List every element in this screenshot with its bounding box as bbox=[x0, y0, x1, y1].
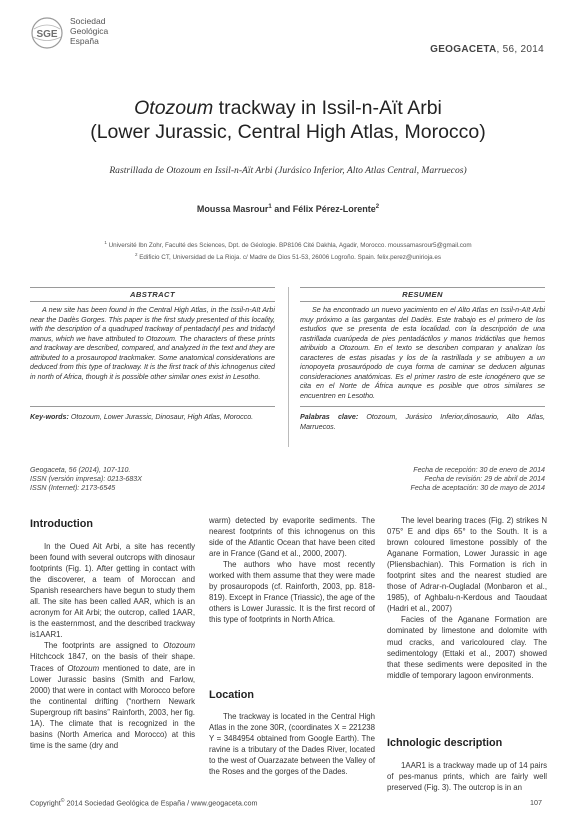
ichnologic-paragraph-1: 1AAR1 is a trackway made up of 14 pairs of pes-manus prints, which are fairly well preserved (Fig. 3). The outcrop is in an bbox=[387, 761, 547, 793]
affiliation-1: $^1$ Université Ibn Zohr, Faculté des Sciences, Dpt. de Géologie. BP8106 Cité Dakhla, Agadir, Morocco. moussamasrour5@gmail.com bbox=[104, 240, 472, 250]
author-1: Moussa Masrour bbox=[196, 204, 269, 214]
abstract-top-rule bbox=[30, 287, 275, 288]
publication-info bbox=[30, 466, 280, 494]
spanish-title: Rastrillada de Otozoum en Issil-n-Aït Arbi (Jurásico Inferior, Alto Atlas Central, Marruecos) bbox=[109, 165, 467, 176]
abstract-bottom-rule bbox=[30, 406, 275, 407]
keywords bbox=[30, 413, 275, 423]
journal-volume: , 56, 2014 bbox=[496, 44, 544, 55]
intro-paragraph-2: The footprints are assigned to Otozoum Hitchcock 1847, on the basis of their shape. Traces of Otozoum mentioned to date, are in Lower Jurassic basins (Smith and Farlow, 2000) that were in contact with Morocco before the continental drifting (“northern Newark Supergroup rift basins” Rainforth, 2003, her fig. 1A). The climate that is recognized in the basins (North America and Morocco) at this time is the same (dry and bbox=[30, 641, 195, 750]
logo-line-2: Geológica bbox=[70, 26, 109, 36]
issn-print: ISSN (versión impresa): 0213-683X bbox=[30, 475, 142, 484]
column-divider bbox=[288, 287, 289, 447]
abstract-text: A new site has been found in the Central High Atlas, in the Issil-n-Aït Arbi near the Dadès Gorges. This paper is the first study presented of this locality, with the description of a quadruped trackway of pentadactyl pes and tridactyl manus, which we have attributed to Otozoum. The characters of these prints and trackway are described, compared, and analyzed in the text and they are attributed to a prosauropod trackmaker. Some anatomical considerations are deduced from this type of trackway. It is the first track of this ichnogenus cited in north of Africa, though it is possible other similar ones exist in Lesotho. bbox=[30, 306, 275, 381]
publication-dates bbox=[300, 466, 545, 494]
abstract-heading-rule bbox=[30, 301, 275, 302]
authors bbox=[0, 204, 576, 214]
received-date: Fecha de recepción: 30 de enero de 2014 bbox=[413, 466, 545, 474]
title-line-1-rest: trackway in Issil-n-Aït Arbi bbox=[213, 97, 442, 119]
body-column-3 bbox=[387, 515, 547, 681]
accepted-date: Fecha de aceptación: 30 de mayo de 2014 bbox=[410, 484, 545, 493]
keywords-label: Key-words: bbox=[30, 413, 69, 421]
abstract-heading: ABSTRACT bbox=[130, 290, 175, 299]
palabras-clave bbox=[300, 413, 545, 432]
journal-reference bbox=[430, 44, 544, 55]
resumen-heading-rule bbox=[300, 301, 545, 302]
journal-name: GEOGACETA bbox=[430, 44, 497, 55]
location-text bbox=[209, 711, 375, 777]
svg-text:SGE: SGE bbox=[36, 29, 58, 40]
ichnologic-heading: Ichnologic description bbox=[387, 737, 503, 749]
page-number: 107 bbox=[530, 798, 542, 807]
title-line-1 bbox=[0, 96, 576, 120]
palabras-clave-label: Palabras clave: bbox=[300, 413, 359, 421]
affiliation-2: $^2$ Edificio CT, Universidad de La Rioja. c/ Madre de Dios 51-53, 26006 Logroño. Spain. felix.perez@unirioja.es bbox=[134, 252, 442, 262]
body-column-1 bbox=[30, 541, 195, 751]
author-1-sup: 1 bbox=[268, 204, 272, 210]
intro-paragraph-1: In the Oued Ait Arbi, a site has recently been found with several outcrops with dinosaur footprints (Fig. 1). After getting in contact with the discoverer, a team of Moroccan and Spanish researchers have begun to study them all. The site has been called AAR, which is an acronym for Ait Arbi; the outcrop, called 1AAR, is the easternmost, and the described trackway is1AAR1. bbox=[30, 542, 195, 640]
citation: Geogaceta, 56 (2014), 107-110. bbox=[30, 466, 131, 474]
body-column-2 bbox=[209, 515, 375, 625]
logo-line-3: España bbox=[70, 36, 99, 46]
issn-online: ISSN (Internet): 2173-6545 bbox=[30, 484, 116, 493]
author-joiner: and bbox=[271, 204, 293, 214]
sge-logo bbox=[28, 14, 138, 54]
keywords-value: Otozoum, Lower Jurassic, Dinosaur, High Atlas, Morocco. bbox=[68, 413, 254, 421]
logo-wordmark bbox=[70, 16, 108, 46]
author-2: Félix Pérez-Lorente bbox=[292, 204, 376, 214]
resumen-heading: RESUMEN bbox=[402, 290, 443, 299]
introduction-heading: Introduction bbox=[30, 518, 93, 530]
ichnologic-text bbox=[387, 760, 547, 793]
sge-globe-icon bbox=[28, 16, 66, 50]
palabras-clave-value: Otozoum, Jurásico Inferior,dinosaurio, Alto Atlas, Marruecos. bbox=[300, 413, 545, 431]
geology-paragraph-2: Facies of the Aganane Formation are dominated by limestone and dolomite with mud cracks, and varicoloured clay. The sedimentology (Ettaki et al., 2007) showed that these sediments were deposited in the middle of temporary lagoon environments. bbox=[387, 615, 547, 680]
location-heading: Location bbox=[209, 689, 254, 701]
title-genus: Otozoum bbox=[134, 97, 214, 119]
resumen-top-rule bbox=[300, 287, 545, 288]
title-line-2: (Lower Jurassic, Central High Atlas, Morocco) bbox=[90, 121, 486, 143]
resumen-bottom-rule bbox=[300, 406, 545, 407]
intro-paragraph-3: warm) detected by evaporite sediments. The nearest footprints of this ichnogenus on this side of the Atlantic Ocean that have been cited are in France (Gand et al., 2000, 2007). bbox=[209, 516, 375, 559]
paper-title bbox=[0, 96, 576, 144]
author-2-sup: 2 bbox=[375, 204, 380, 210]
resumen-text: Se ha encontrado un nuevo yacimiento en el Alto Atlas en Issil-n-Aït Arbi muy próximo a las gargantas del Dadès. Este trabajo es el primero de los estudios que se presenta de esta localidad. con la descripción de una rastrillada cuarúpeda de pies pentadáctilos y manos tridáctilas que hemos atribuido a Otozoum. En el texto se describen comparan y analizan los caracteres de estas pisadas y los de la rastrillada y se atribuyen a un icnopoyeta prosaurópodo de cuya forma de caminar se deducen algunas consideraciones anatómicas. Es el primer rastro de este icnogénero que se cita en el Norte de África aunque es posible que otros similares se encuentren en Lesotho. bbox=[300, 306, 545, 400]
logo-line-1: Sociedad bbox=[70, 16, 106, 26]
geology-paragraph-1: The level bearing traces (Fig. 2) strikes N 075° E and dips 65° to the South. It is a brown coloured limestone possibly of the Aganane Formation, Lower Jurassic in age (Pliensbachian). This Formation is rich in footprint sites and the nearest studied are those of Adrar-n-Ougladal (Monbaron et al., 1985), of Aghbalu-n-Kerdous and Taoudaat (Hadri et al., 2007) bbox=[387, 516, 547, 614]
footer-copyright: Copyright© 2014 Sociedad Geológica de España / www.geogaceta.com bbox=[30, 798, 258, 808]
revised-date: Fecha de revisión: 29 de abril de 2014 bbox=[424, 475, 545, 484]
intro-paragraph-4: The authors who have most recently worked with them assume that they were made by prosauropods (cf. Rainforth, 2003, pp. 818-819). Except in France (Triassic), the age of the others is Lower Jurassic. It is the first record of this type of footprints in North Africa. bbox=[209, 560, 375, 625]
location-paragraph: The trackway is located in the Central High Atlas in the zone 30R, (coordinates X = 221238 Y = 3484954 obtained from Google Earth). The ravine is a tributary of the Dades River, located to the west of Ouarzazate between the Valley of the Roses and the gorges of the Dades. bbox=[209, 712, 375, 777]
